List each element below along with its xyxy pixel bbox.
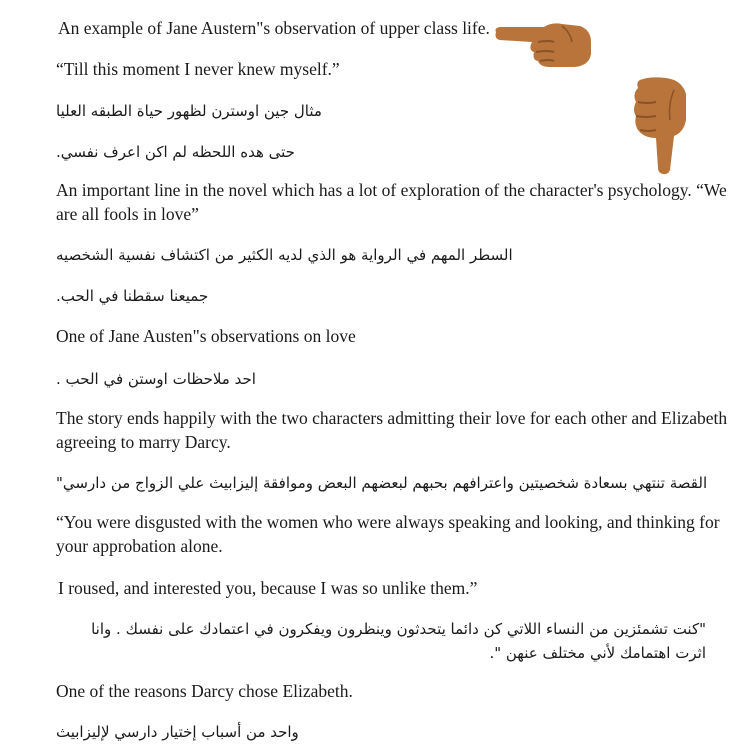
quote-you-were-disgusted: “You were disgusted with the women who were always speaking and looking, and thinking for your approbation alone. bbox=[56, 512, 720, 556]
paragraph-story-ends-happily: The story ends happily with the two characters admitting their love for each other and Elizabeth agreeing to marry Darcy. bbox=[56, 408, 728, 452]
hand-pointing-right-icon bbox=[492, 18, 594, 70]
arabic-you-were-disgusted: "كنت تشمئزين من النساء اللاتي كن دائما يتحدثون وينظرون ويفكرون في اعتمادك على نفسك . وانا اثرت اهتمامك لأني مختلف عنهن ". bbox=[91, 620, 706, 662]
arabic-till-this-moment: حتى هده اللحظه لم اكن اعرف نفسي. bbox=[56, 143, 295, 161]
paragraph-important-line: An important line in the novel which has a lot of exploration of the character's psychology. “We are all fools in love” bbox=[56, 180, 727, 224]
hand-pointing-down-icon bbox=[630, 76, 690, 176]
quote-i-roused: I roused, and interested you, because I was so unlike them.” bbox=[58, 578, 478, 598]
arabic-fools-in-love: جميعنا سقطنا في الحب. bbox=[56, 287, 209, 305]
arabic-reasons-darcy: واحد من أسباب إختيار دارسي لإليزابيث bbox=[56, 723, 299, 741]
paragraph-observation-upper-class: An example of Jane Austern"s observation of upper class life. bbox=[58, 18, 490, 38]
quote-till-this-moment: “Till this moment I never knew myself.” bbox=[56, 59, 340, 79]
arabic-important-line: السطر المهم في الرواية هو الذي لديه الكثير من اكتشاف نفسية الشخصيه bbox=[56, 246, 513, 264]
paragraph-observations-on-love: One of Jane Austen"s observations on love bbox=[56, 326, 356, 346]
arabic-story-ends-happily: القصة تنتهي بسعادة شخصيتين واعترافهم بحبهم لبعضهم البعض وموافقة إليزابيث علي الزواج من دارسي" bbox=[56, 474, 708, 492]
paragraph-reasons-darcy: One of the reasons Darcy chose Elizabeth. bbox=[56, 681, 353, 701]
arabic-observations-on-love: احد ملاحظات اوستن في الحب . bbox=[56, 370, 256, 388]
arabic-observation-upper-class: مثال جين اوسترن لظهور حياة الطبقه العليا bbox=[56, 102, 322, 120]
